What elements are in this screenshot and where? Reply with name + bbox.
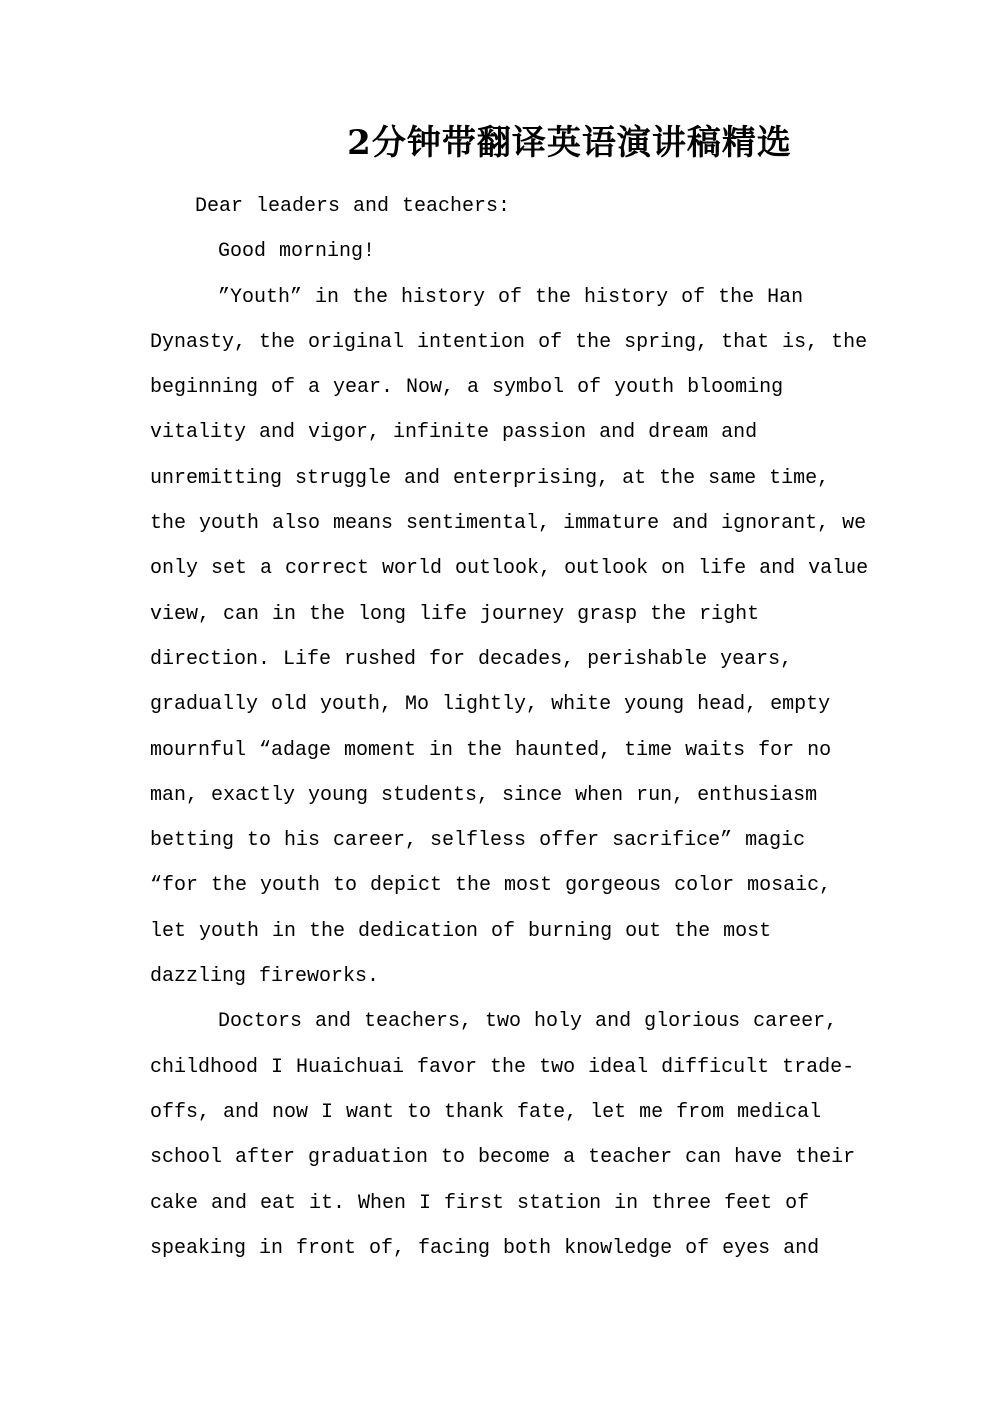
paragraph [150, 275, 890, 1000]
text-line: Dear leaders and teachers: [195, 195, 511, 218]
text-line: direction. Life rushed for decades, perishable years, [150, 647, 793, 671]
text-line: betting to his career, selfless offer sacrifice” magic [150, 829, 806, 853]
text-line: speaking in front of, facing both knowledge of eyes and [150, 1236, 820, 1260]
text-line: unremitting struggle and enterprising, at the same time, [150, 466, 830, 490]
document-title: 2分钟带翻译英语演讲稿精选 [347, 123, 792, 163]
text-line: offs, and now I want to thank fate, let me from medical [150, 1100, 822, 1124]
text-line: school after graduation to become a teacher can have their [150, 1146, 856, 1170]
text-line: Good morning! [218, 240, 376, 264]
text-line: beginning of a year. Now, a symbol of youth blooming [150, 376, 784, 400]
text-line: man, exactly young students, since when run, enthusiasm [150, 783, 818, 807]
text-line: gradually old youth, Mo lightly, white young head, empty [150, 693, 831, 717]
document-body [150, 184, 890, 1271]
text-line: ”Youth” in the history of the history of the Han [218, 285, 804, 309]
text-line: Dynasty, the original intention of the spring, that is, the [150, 330, 868, 354]
text-line: only set a correct world outlook, outlook on life and value [150, 557, 869, 581]
text-line: Doctors and teachers, two holy and glorious career, [218, 1010, 838, 1034]
text-line: view, can in the long life journey grasp the right [150, 602, 760, 626]
text-line: cake and eat it. When I first station in three feet of [150, 1191, 810, 1215]
paragraph [150, 229, 890, 274]
paragraph [150, 184, 890, 229]
text-line: “for the youth to depict the most gorgeous color mosaic, [150, 874, 832, 898]
text-line: childhood I Huaichuai favor the two ideal difficult trade- [150, 1055, 855, 1079]
text-line: the youth also means sentimental, immature and ignorant, we [150, 512, 867, 536]
text-line: dazzling fireworks. [150, 965, 380, 989]
text-line: let youth in the dedication of burning out the most [150, 919, 772, 943]
text-line: mournful “adage moment in the haunted, time waits for no [150, 738, 832, 762]
paragraph [150, 999, 890, 1271]
text-line: vitality and vigor, infinite passion and dream and [150, 421, 758, 445]
